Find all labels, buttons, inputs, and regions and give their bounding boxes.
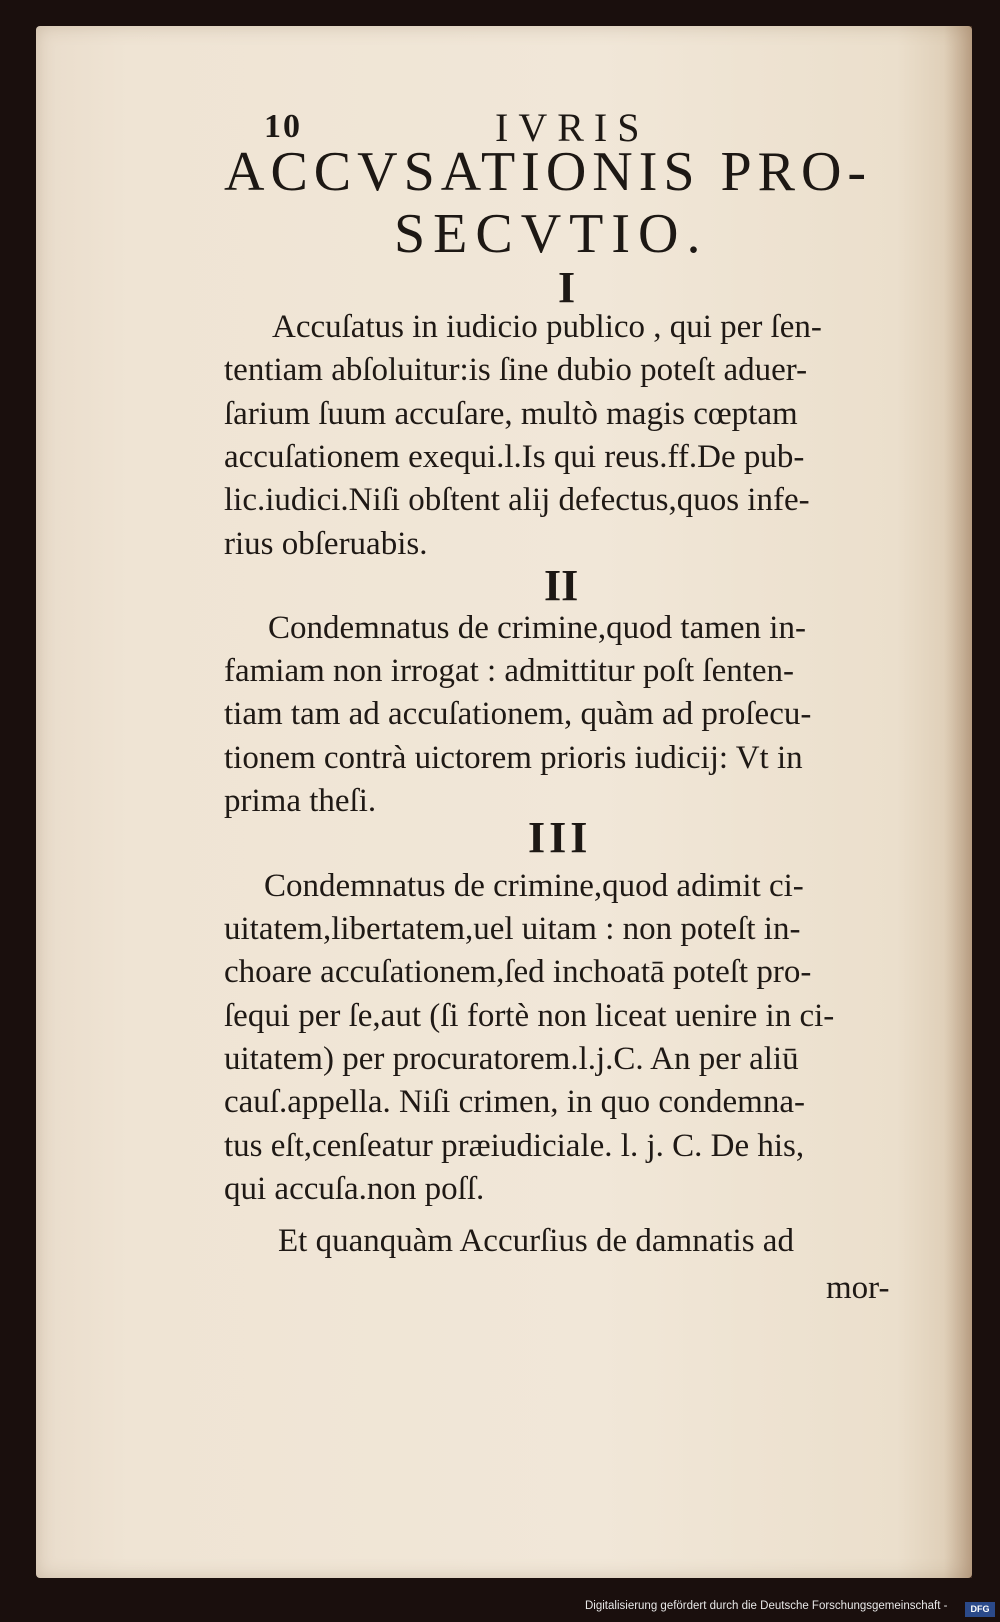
text-line: choare accuſationem,ſed inchoatā poteſt pro- bbox=[224, 954, 812, 990]
running-head: IVRIS bbox=[495, 105, 650, 150]
text-line: qui accuſa.non poſſ. bbox=[224, 1171, 485, 1207]
section-numeral: I bbox=[558, 263, 576, 312]
text-line: cauſ.appella. Niſi crimen, in quo condemna- bbox=[224, 1084, 805, 1120]
text-line: tionem contrà uictorem prioris iudicij: Vt in bbox=[224, 740, 803, 776]
catchword: mor- bbox=[826, 1270, 890, 1306]
closing-line: Et quanquàm Accurſius de damnatis ad bbox=[278, 1223, 794, 1259]
section-numeral: III bbox=[528, 813, 592, 862]
dfg-logo: DFG bbox=[965, 1602, 995, 1617]
text-line: uitatem) per procuratorem.l.j.C. An per aliū bbox=[224, 1041, 799, 1077]
text-line: Accuſatus in iudicio publico , qui per ſen- bbox=[272, 309, 822, 345]
text-line: Condemnatus de crimine,quod adimit ci- bbox=[264, 868, 804, 904]
text-line: accuſationem exequi.l.Is qui reus.ff.De pub- bbox=[224, 439, 805, 475]
page-title-line-1: ACCVSATIONIS PRO- bbox=[224, 141, 873, 203]
text-line: ſarium ſuum accuſare, multò magis cœptam bbox=[224, 396, 798, 432]
page-title-line-2: SECVTIO. bbox=[394, 203, 709, 265]
text-line: tus eſt,cenſeatur præiudiciale. l. j. C. De his, bbox=[224, 1128, 805, 1164]
text-line: Condemnatus de crimine,quod tamen in- bbox=[268, 610, 806, 646]
page-edge-shadow bbox=[944, 26, 972, 1578]
text-line: prima theſi. bbox=[224, 783, 377, 819]
section-numeral: II bbox=[544, 561, 579, 610]
text-line: tiam tam ad accuſationem, quàm ad proſecu- bbox=[224, 696, 812, 732]
text-line: uitatem,libertatem,uel uitam : non poteſt in- bbox=[224, 911, 801, 947]
text-line: ſequi per ſe,aut (ſi fortè non liceat uenire in ci- bbox=[224, 998, 835, 1034]
digitization-footer: Digitalisierung gefördert durch die Deutsche Forschungsgemeinschaft - bbox=[585, 1600, 948, 1612]
text-line: lic.iudici.Niſi obſtent alij defectus,quos infe- bbox=[224, 482, 810, 518]
text-line: rius obſeruabis. bbox=[224, 526, 428, 562]
text-line: famiam non irrogat : admittitur poſt ſenten- bbox=[224, 653, 795, 689]
text-line: tentiam abſoluitur:is ſine dubio poteſt aduer- bbox=[224, 352, 808, 388]
page-number: 10 bbox=[264, 108, 302, 145]
